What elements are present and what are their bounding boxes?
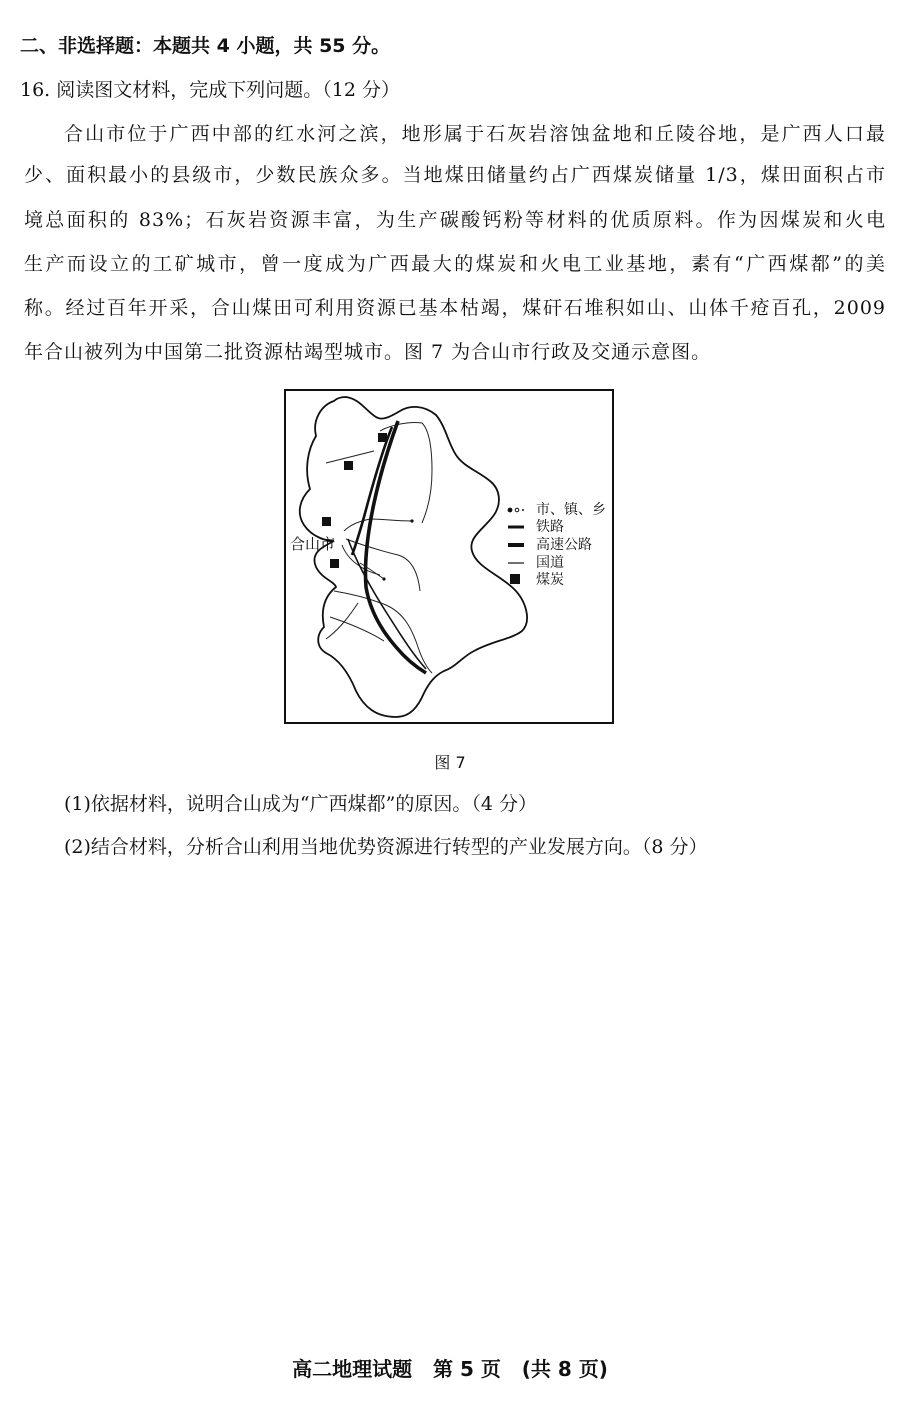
material-paragraph-line: 生产而设立的工矿城市，曾一度成为广西最大的煤炭和火电工业基地，素有“广西煤都”的美 [24, 253, 886, 275]
legend-coal-symbol [510, 574, 520, 584]
coal-marker [378, 433, 387, 442]
coal-marker [344, 461, 353, 470]
legend-label-settlements: 市、镇、乡 [536, 502, 606, 518]
coal-marker [330, 559, 339, 568]
section-title: 二、非选择题：本题共 4 小题，共 55 分。 [20, 35, 391, 57]
town-dot [410, 519, 413, 522]
material-paragraph-line: 合山市位于广西中部的红水河之滨，地形属于石灰岩溶蚀盆地和丘陵谷地，是广西人口最 [64, 123, 886, 145]
legend-city-dot [508, 508, 513, 513]
page-footer: 高二地理试题 第 5 页 (共 8 页) [292, 1357, 608, 1381]
legend-label-coal: 煤炭 [536, 572, 564, 588]
sub-question-2: (2)结合材料，分析合山利用当地优势资源进行转型的产业发展方向。（8 分） [64, 836, 708, 858]
material-paragraph-line: 境总面积的 83%；石灰岩资源丰富，为生产碳酸钙粉等材料的优质原料。作为因煤炭和火电 [24, 209, 886, 231]
railway-line [352, 427, 392, 555]
legend-village-dot [522, 509, 524, 511]
figure-caption: 图 7 [434, 753, 466, 772]
question-title: 16. 阅读图文材料，完成下列问题。（12 分） [20, 79, 400, 101]
railway-line [348, 539, 426, 669]
city-boundary [300, 397, 527, 717]
legend-label-highway: 高速公路 [536, 537, 592, 553]
city-label-heshan: 合山市 [290, 535, 336, 553]
material-paragraph-line: 少、面积最小的县级市，少数民族众多。当地煤田储量约占广西煤炭储量 1/3，煤田面积占市 [24, 164, 886, 186]
legend-label-national-road: 国道 [536, 555, 564, 571]
material-paragraph-line: 称。经过百年开采，合山煤田可利用资源已基本枯竭，煤矸石堆积如山、山体千疮百孔，2009 [24, 297, 886, 319]
hesan-map-figure [284, 389, 614, 724]
national-road [342, 545, 380, 575]
sub-question-1: (1)依据材料，说明合山成为“广西煤都”的原因。（4 分） [64, 793, 537, 815]
town-dot [382, 577, 385, 580]
material-paragraph-line: 年合山被列为中国第二批资源枯竭型城市。图 7 为合山市行政及交通示意图。 [24, 341, 712, 363]
legend-town-dot [515, 508, 519, 512]
coal-marker [322, 517, 331, 526]
national-road [344, 519, 412, 531]
national-road [360, 563, 384, 579]
legend-label-railway: 铁路 [536, 519, 564, 535]
